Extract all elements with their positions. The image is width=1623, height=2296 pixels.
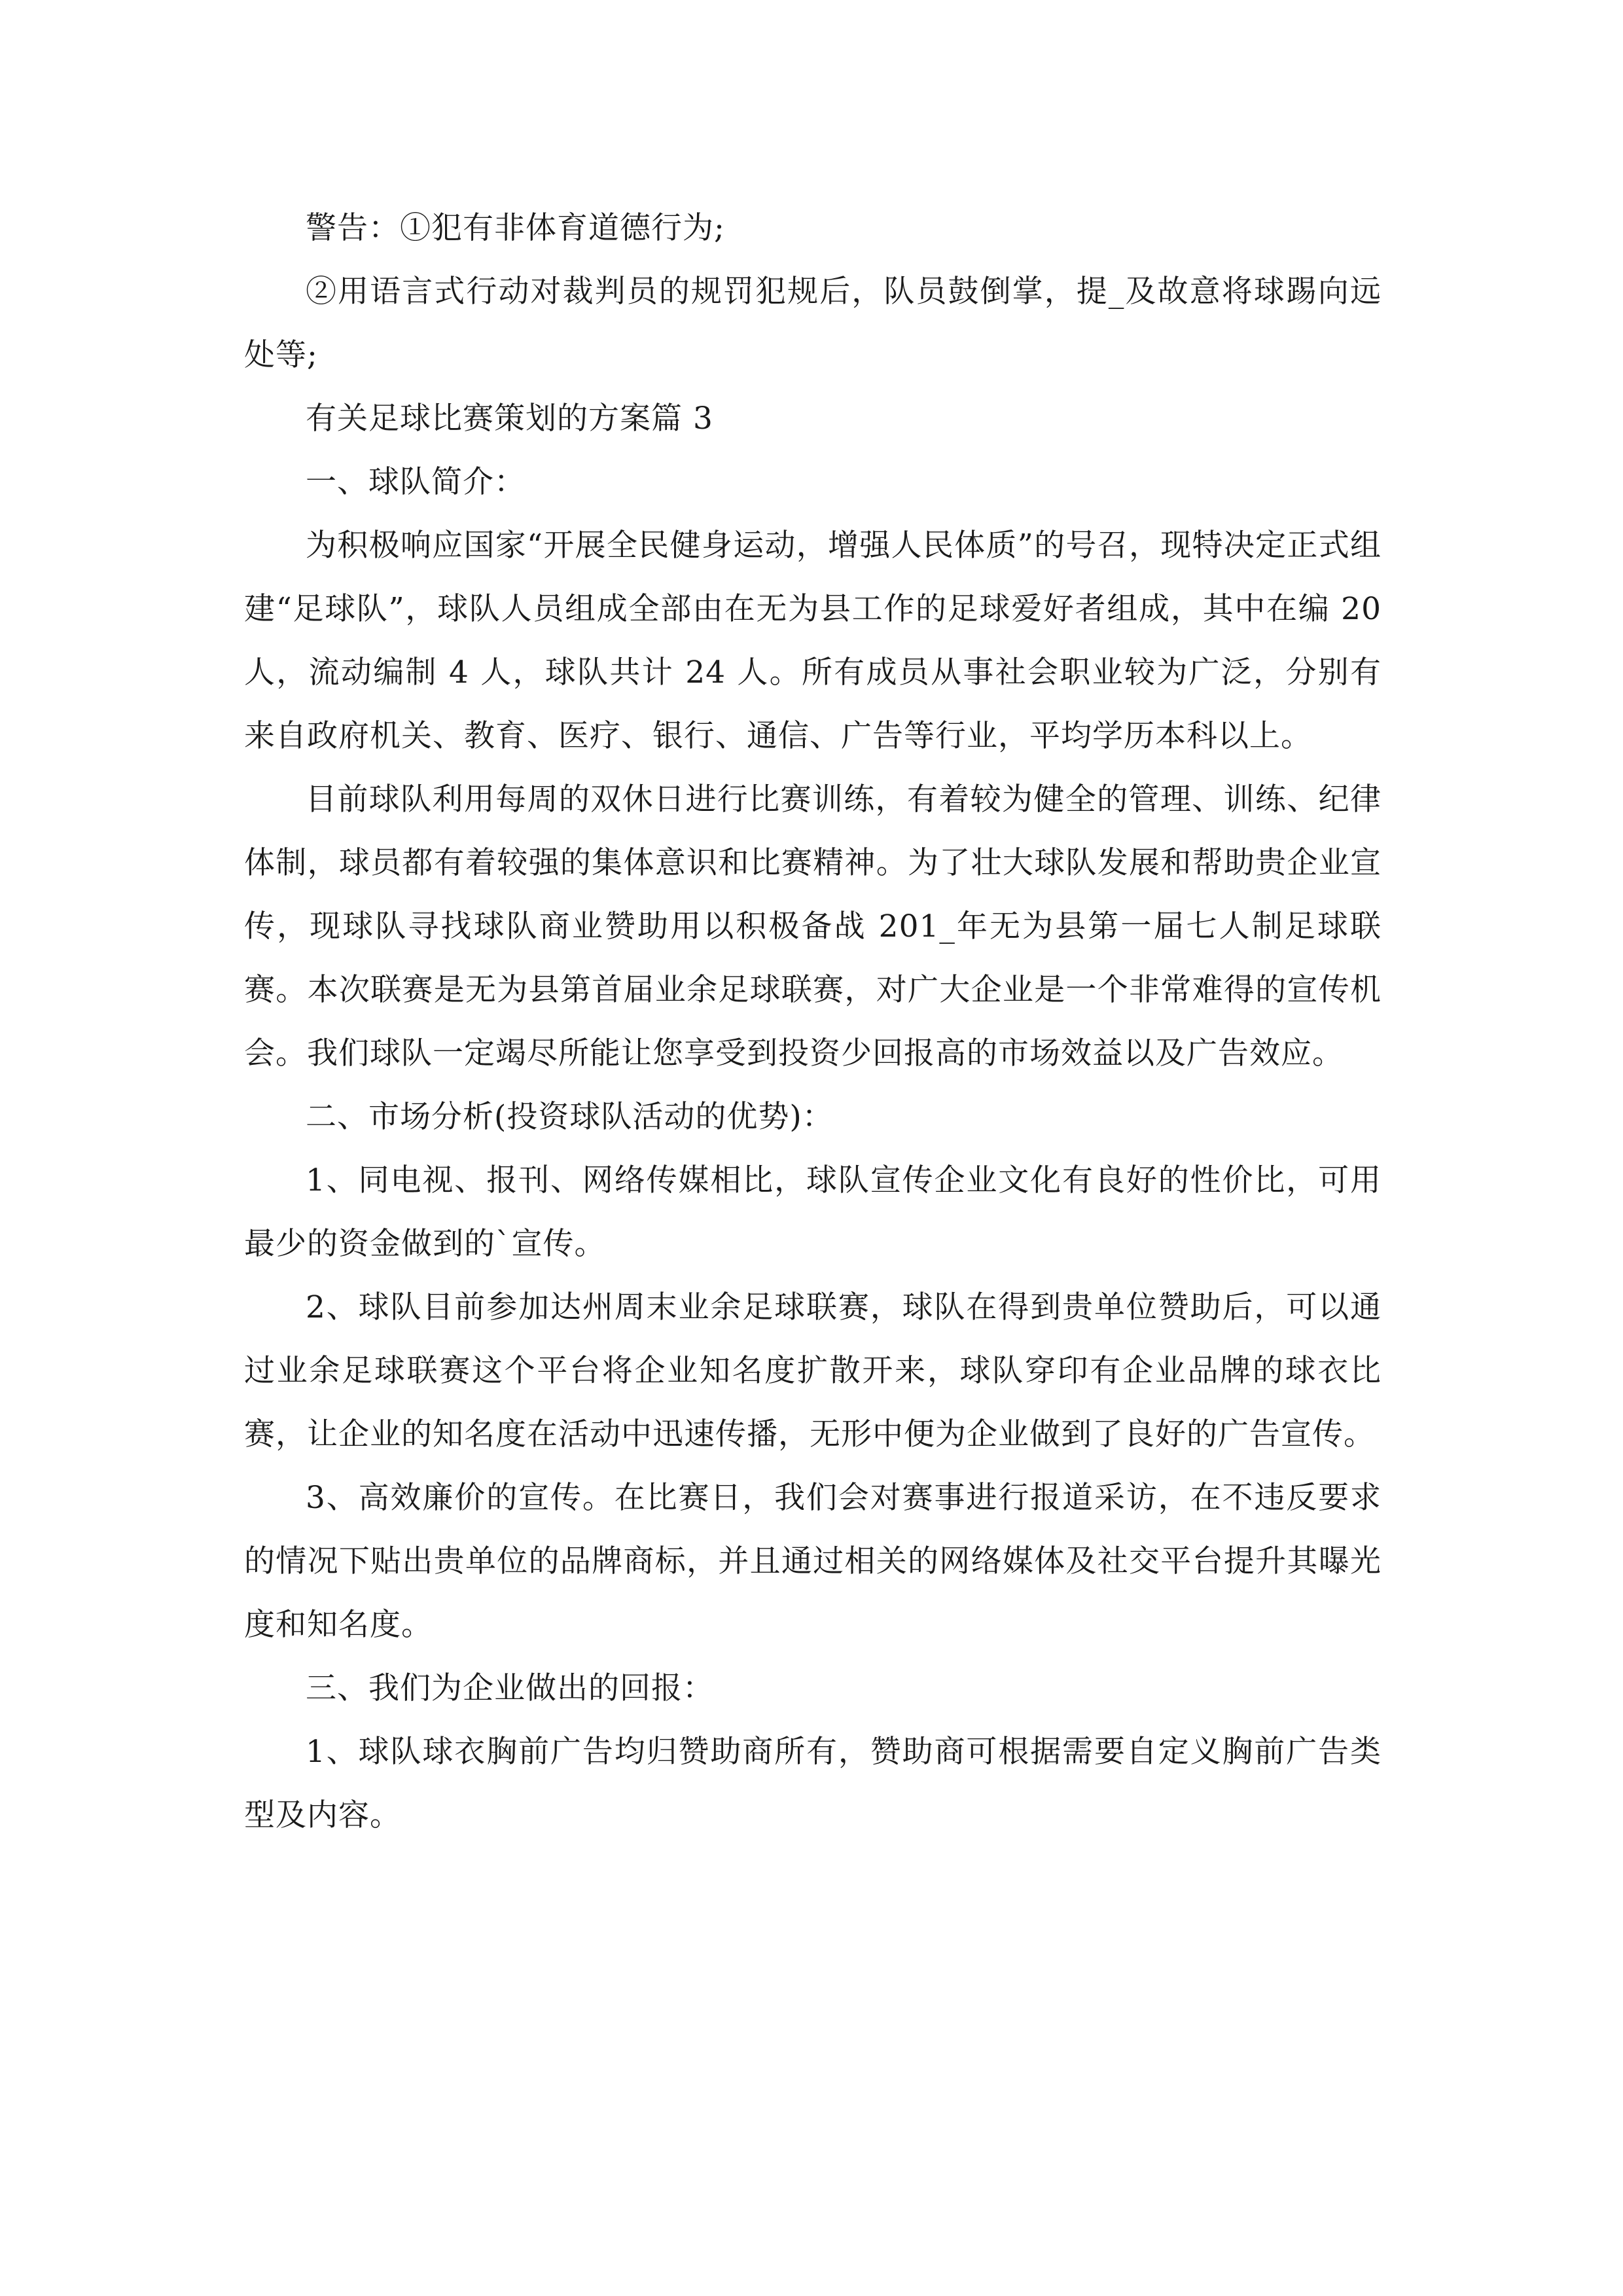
- paragraph-team-training: 目前球队利用每周的双休日进行比赛训练，有着较为健全的管理、训练、纪律体制，球员都有着较强的集体意识和比赛精神。为了壮大球队发展和帮助贵企业宣传，现球队寻找球队商业赞助用以积极备战 201_年无为县第一届七人制足球联赛。本次联赛是无为县第首届业余足球联赛，对广大企业是一个非常难得的宣传机会。我们球队一定竭尽所能让您享受到投资少回报高的市场效益以及广告效应。: [244, 781, 1382, 1071]
- heading-team-intro: 一、球队简介：: [306, 464, 526, 500]
- paragraph-team-intro: 为积极响应国家“开展全民健身运动，增强人民体质”的号召，现特决定正式组建“足球队”，球队人员组成全部由在无为县工作的足球爱好者组成，其中在编 20 人，流动编制 4 人，球队共计 24 人。所有成员从事社会职业较为广泛，分别有来自政府机关、教育、医疗、银行、通信、广告等行业，平均学历本科以上。: [244, 528, 1382, 754]
- section-heading-plan-3: 有关足球比赛策划的方案篇 3: [306, 401, 713, 437]
- returns-point-1: 1、球队球衣胸前广告均归赞助商所有，赞助商可根据需要自定义胸前广告类型及内容。: [244, 1734, 1382, 1833]
- document-body: [244, 196, 1382, 1847]
- warning-item-1: 警告：①犯有非体育道德行为;: [306, 210, 725, 246]
- heading-returns: 三、我们为企业做出的回报：: [306, 1670, 714, 1706]
- heading-market-analysis: 二、市场分析(投资球队活动的优势)：: [306, 1099, 834, 1135]
- market-point-2: 2、球队目前参加达州周末业余足球联赛，球队在得到贵单位赞助后，可以通过业余足球联赛这个平台将企业知名度扩散开来，球队穿印有企业品牌的球衣比赛，让企业的知名度在活动中迅速传播，无形中便为企业做到了良好的广告宣传。: [244, 1289, 1382, 1452]
- market-point-1: 1、同电视、报刊、网络传媒相比，球队宣传企业文化有良好的性价比，可用最少的资金做到的`宣传。: [244, 1162, 1382, 1262]
- market-point-3: 3、高效廉价的宣传。在比赛日，我们会对赛事进行报道采访，在不违反要求的情况下贴出贵单位的品牌商标，并且通过相关的网络媒体及社交平台提升其曝光度和知名度。: [244, 1480, 1382, 1643]
- warning-item-2: ②用语言式行动对裁判员的规罚犯规后，队员鼓倒掌，提_及故意将球踢向远处等;: [244, 274, 1382, 373]
